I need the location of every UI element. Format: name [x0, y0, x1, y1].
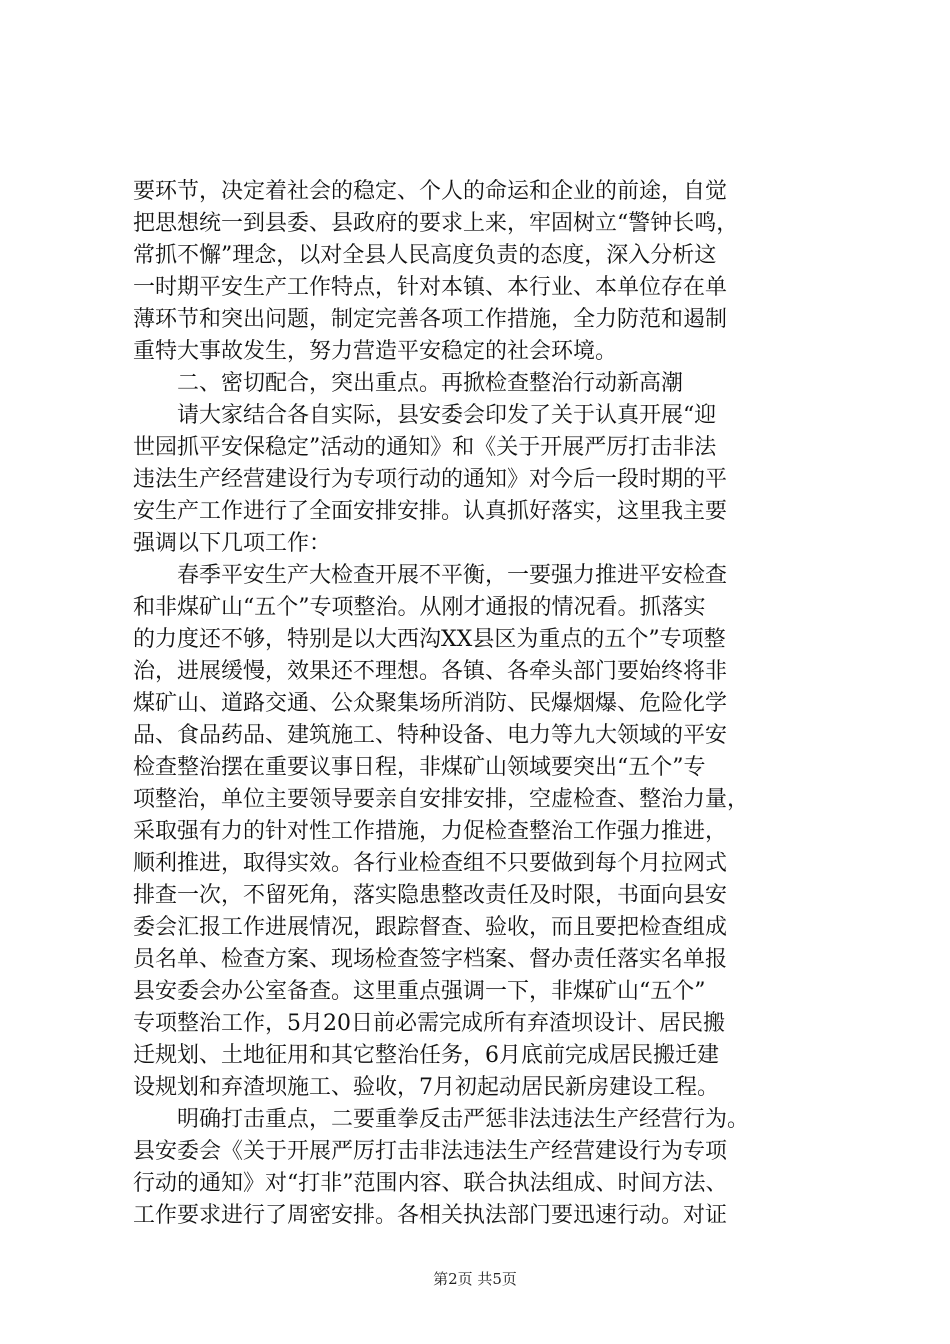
text-line-17: 煤矿山、道路交通、公众聚集场所消防、民爆烟爆、危险化学	[133, 691, 728, 716]
text-line-1: 要环节，决定着社会的稳定、个人的命运和企业的前途，自觉	[133, 179, 728, 204]
text-line-18: 品、食品药品、建筑施工、特种设备、电力等九大领域的平安	[133, 723, 728, 748]
text-line-6: 重特大事故发生，努力营造平安稳定的社会环境。	[133, 339, 618, 364]
page-number-footer: 第2页 共5页	[433, 1270, 517, 1288]
text-line-21: 采取强有力的针对性工作措施，力促检查整治工作强力推进，	[133, 819, 728, 844]
section-heading: 二、密切配合，突出重点。再掀检查整治行动新高潮	[177, 371, 684, 396]
text-line-23: 排查一次，不留死角，落实隐患整改责任及时限，书面向县安	[133, 883, 728, 908]
text-line-13: 春季平安生产大检查开展不平衡，一要强力推进平安检查	[177, 563, 728, 588]
text-line-30: 明确打击重点，二要重拳反击严惩非法违法生产经营行为。	[177, 1107, 750, 1132]
text-line-31: 县安委会《关于开展严厉打击非法违法生产经营建设行为专项	[133, 1139, 728, 1164]
text-line-22: 顺利推进，取得实效。各行业检查组不只要做到每个月拉网式	[133, 851, 728, 876]
document-body	[133, 176, 823, 1232]
text-line-2: 把思想统一到县委、县政府的要求上来，牢固树立“警钟长鸣，	[133, 211, 739, 236]
text-line-11: 安生产工作进行了全面安排安排。认真抓好落实，这里我主要	[133, 499, 728, 524]
text-line-19: 检查整治摆在重要议事日程，非煤矿山领域要突出“五个”专	[133, 755, 706, 780]
text-line-4: 一时期平安生产工作特点，针对本镇、本行业、本单位存在单	[133, 275, 728, 300]
text-line-16: 治，进展缓慢，效果还不理想。各镇、各牵头部门要始终将非	[133, 659, 728, 684]
text-line-28: 迁规划、土地征用和其它整治任务，6月底前完成居民搬迁建	[133, 1043, 719, 1068]
text-line-3: 常抓不懈”理念，以对全县人民高度负责的态度，深入分析这	[133, 243, 717, 268]
text-line-15: 的力度还不够，特别是以大西沟XX县区为重点的五个”专项整	[133, 627, 726, 652]
text-line-5: 薄环节和突出问题，制定完善各项工作措施，全力防范和遏制	[133, 307, 728, 332]
text-line-20: 项整治，单位主要领导要亲自安排安排，空虚检查、整治力量，	[133, 787, 750, 812]
text-line-10: 违法生产经营建设行为专项行动的通知》对今后一段时期的平	[133, 467, 728, 492]
text-line-27: 专项整治工作，5月20日前必需完成所有弃渣坝设计、居民搬	[133, 1011, 725, 1036]
text-line-14: 和非煤矿山“五个”专项整治。从刚才通报的情况看。抓落实	[133, 595, 706, 620]
text-line-26: 县安委会办公室备查。这里重点强调一下，非煤矿山“五个”	[133, 979, 706, 1004]
text-line-32: 行动的通知》对“打非”范围内容、联合执法组成、时间方法、	[133, 1171, 728, 1196]
text-line-24: 委会汇报工作进展情况，跟踪督查、验收，而且要把检查组成	[133, 915, 728, 940]
text-line-12: 强调以下几项工作：	[133, 531, 332, 556]
text-line-9: 世园抓平安保稳定”活动的通知》和《关于开展严厉打击非法	[133, 435, 717, 460]
text-line-25: 员名单、检查方案、现场检查签字档案、督办责任落实名单报	[133, 947, 728, 972]
text-line-29: 设规划和弃渣坝施工、验收，7月初起动居民新房建设工程。	[133, 1075, 719, 1100]
text-line-33: 工作要求进行了周密安排。各相关执法部门要迅速行动。对证	[133, 1203, 728, 1228]
text-line-8: 请大家结合各自实际，县安委会印发了关于认真开展“迎	[177, 403, 717, 428]
